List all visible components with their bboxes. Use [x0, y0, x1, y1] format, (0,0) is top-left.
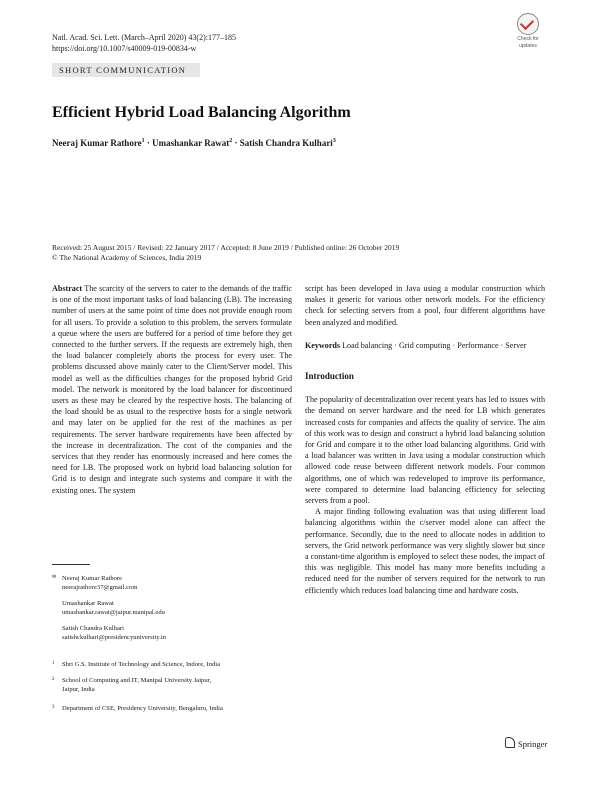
author-list: [52, 138, 336, 148]
author-3-sup: 3: [332, 138, 336, 144]
introduction-paragraph-1: The popularity of decentralization over recent years has led to issues with the demand on server hardware and the need for LB which generates increased costs for companies and affects the quality of service. The aim of this work was to design and construct a hybrid load balancing solution for Grid and compare it to the other load balancing algorithms. Grid with a load balancer was written in Java using a modular construction which allowed code reuse between different network models. Four common algorithms, one of which was redeveloped to improve its performance, were compared to determine load balancing efficiency for selecting servers from a pool.: [305, 395, 545, 506]
history-dates: Received: 25 August 2015 / Revised: 22 January 2017 / Accepted: 8 June 2019 / Published online: 26 October 2019: [52, 243, 400, 252]
contact-email[interactable]: umashankar.rawat@jaipur.manipal.edu: [62, 609, 165, 616]
author-sep: ·: [144, 138, 153, 148]
author-2: Umashankar Rawat: [152, 138, 230, 148]
author-1: Neeraj Kumar Rathore: [52, 138, 142, 148]
affiliation-text: Shri G.S. Institute of Technology and Science, Indore, India: [62, 661, 220, 668]
footnote-rule: [52, 564, 90, 565]
affiliation-number: 3: [52, 705, 55, 710]
abstract-continuation: script has been developed in Java using a modular construction which makes it generic for various other network models. For the efficiency check for selecting servers from a pool, four different algorithms have been analyzed and modified.: [305, 284, 545, 327]
affiliation-2: [52, 675, 292, 697]
right-column: [305, 283, 545, 596]
keywords-block: [305, 340, 545, 351]
section-label: SHORT COMMUNICATION: [59, 65, 187, 75]
abstract-text: The scarcity of the servers to cater to the demands of the traffic is one of the most important tasks of load balancing (LB). The increasing number of users at the same point of time does not provide enough room for all users. To provide a solution to this problem, the servers formulate a queue where the users are buffered for a period of time before they get connected to the further servers. If the requests are extremely high, then the load balancer completely aborts the process for every user. The problems discussed above mainly cater to the Client/Server model. This model as well as the difficulties changes for the proposed hybrid Grid model. The network is monitored by the load balancer for discontinued users as these may be cleared by the respective hosts. The balancing of the load should be as usual to the respective hosts for a single network and may later on be applied for the rest of the machines as per requirements. The server hardware requirements have been affected by the increase in decentralization. The cost of the companies and the services that they render has enormously increased and here comes the need for LB. The proposed work on hybrid load balancing solution for Grid is to design and integrate such systems and compare it with the existing ones. The system: [52, 284, 292, 495]
springer-horse-icon: [505, 737, 515, 748]
introduction-paragraph-2: A major finding following evaluation was that using different load balancing algorithms within the c/server model alone can affect the performance. Secondly, due to the need to allocate nodes in addition to servers, the Grid network performance was very slightly slower but since a constant-time algorithm is employed to select these nodes, the impact of this was negligible. This model has many more benefits including a reduced need for the number of servers required for the network to run efficiently which reduces load balancing time and hardware costs.: [305, 507, 545, 595]
check-for-updates-badge[interactable]: [510, 13, 546, 49]
contact-name: Satish Chandra Kulhari: [62, 625, 124, 632]
badge-line1: Check for: [517, 36, 539, 42]
keywords-text: Load balancing · Grid computing · Performance · Server: [342, 340, 527, 350]
abstract-block: [52, 283, 292, 496]
article-history: [52, 243, 399, 263]
keywords-label: Keywords: [305, 340, 341, 350]
contact-email[interactable]: neerajrathore37@gmail.com: [62, 584, 138, 591]
author-1-sup: 1: [141, 138, 145, 144]
author-3: Satish Chandra Kulhari: [239, 138, 333, 148]
affiliation-text-line2: Jaipur, India: [62, 686, 95, 693]
introduction-heading: Introduction: [305, 371, 354, 382]
contact-3: [52, 624, 292, 644]
author-sep: ·: [232, 138, 240, 148]
contact-name: Umashankar Rawat: [62, 600, 114, 607]
envelope-icon: ✉: [52, 575, 57, 580]
affiliation-1: [52, 659, 292, 671]
publisher-name: Springer: [518, 739, 548, 749]
contact-2: [52, 599, 292, 619]
affiliation-number: 1: [52, 661, 55, 666]
affiliation-3: [52, 703, 292, 715]
contact-email[interactable]: satishckulhari@presidencyuniversity.in: [62, 634, 166, 641]
affiliation-text: School of Computing and IT, Manipal University Jaipur,: [62, 677, 212, 684]
publisher-logo: [505, 737, 547, 749]
journal-citation: Natl. Acad. Sci. Lett. (March–April 2020) 43(2):177–185: [52, 33, 236, 42]
badge-line2: updates: [519, 43, 537, 49]
doi-link[interactable]: https://doi.org/10.1007/s40009-019-00834-w: [52, 44, 197, 53]
contact-1: [52, 574, 292, 594]
affiliation-text: Department of CSE, Presidency University, Bengaluru, India: [62, 705, 223, 712]
author-2-sup: 2: [229, 138, 233, 144]
copyright-line: © The National Academy of Sciences, India 2019: [52, 253, 202, 262]
abstract-label: Abstract: [52, 284, 83, 293]
contact-name: Neeraj Kumar Rathore: [62, 575, 123, 582]
affiliation-number: 2: [52, 677, 55, 682]
paper-title: Efficient Hybrid Load Balancing Algorithm: [52, 104, 351, 121]
check-for-updates-icon: [517, 13, 539, 35]
